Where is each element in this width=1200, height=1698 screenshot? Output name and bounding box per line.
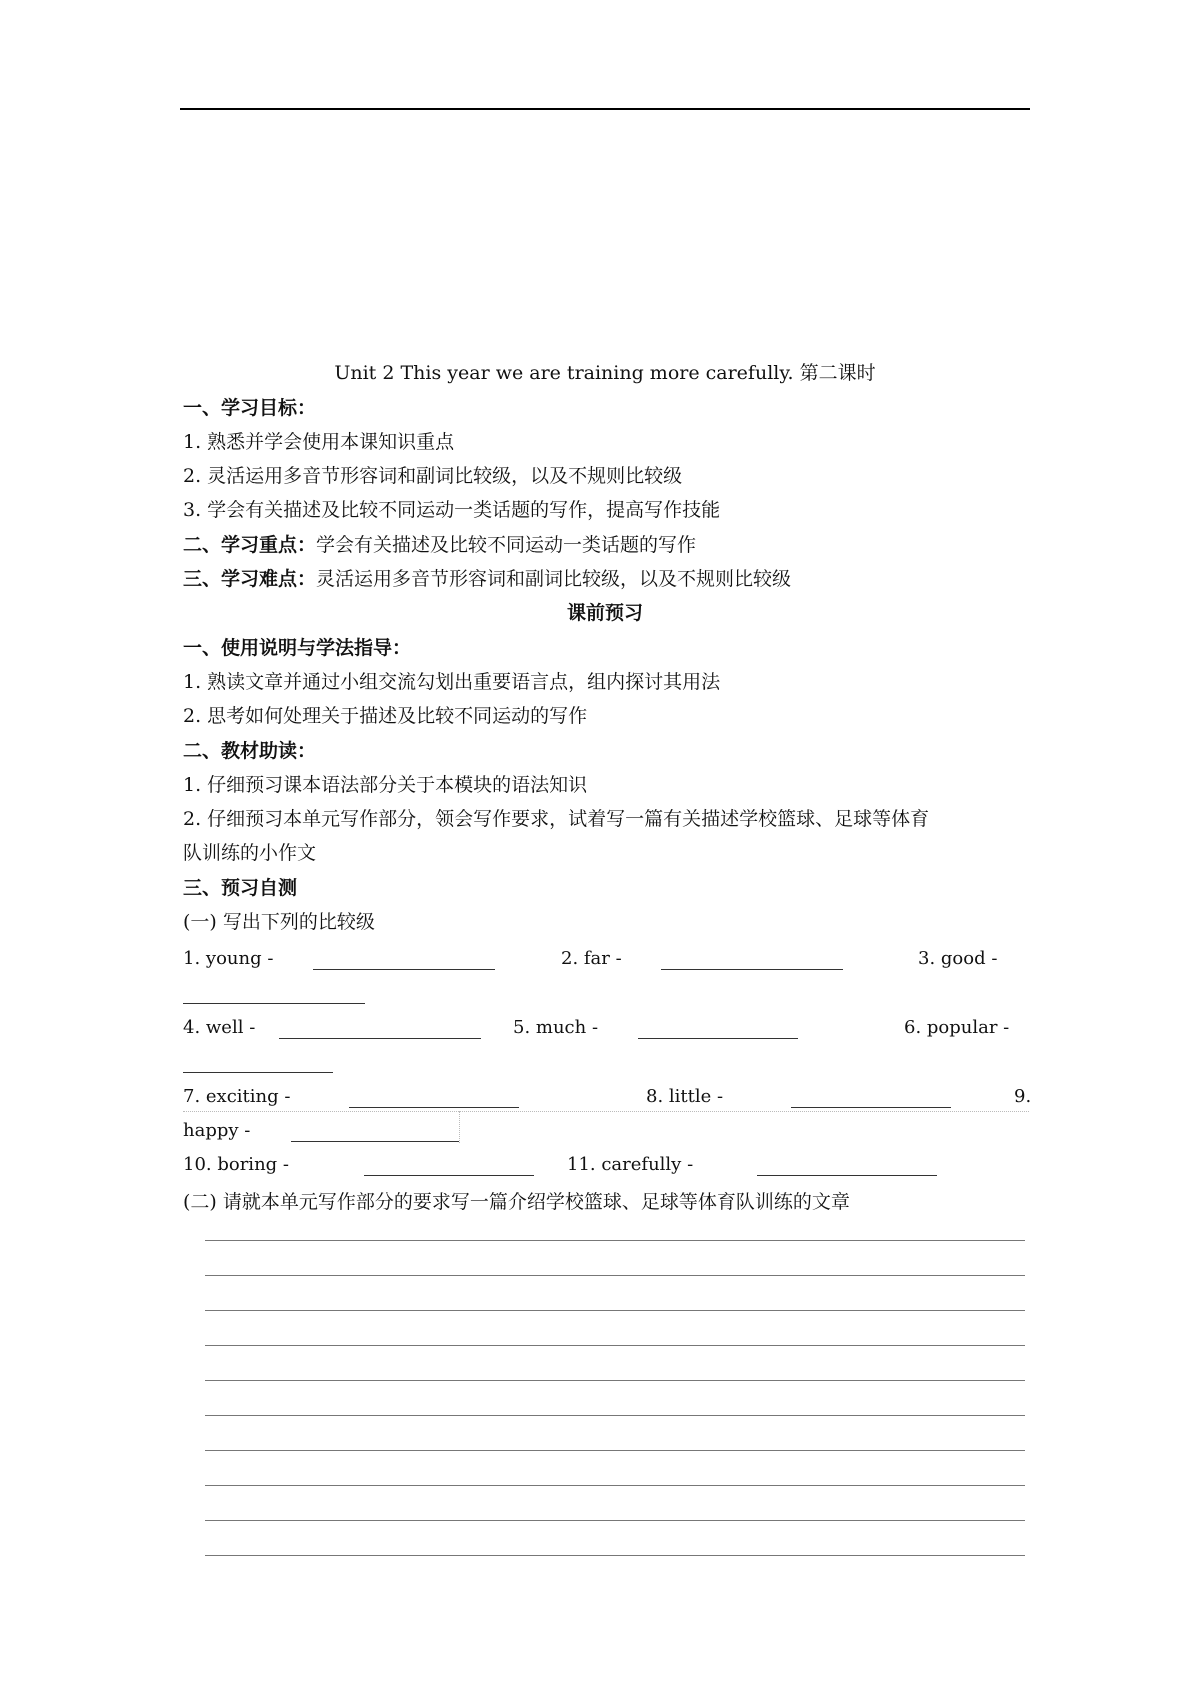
writing-line[interactable] (205, 1310, 1025, 1311)
answer-blank[interactable] (279, 1038, 481, 1039)
word-carefully: 11. carefully - (567, 1154, 694, 1175)
page-title: Unit 2 This year we are training more carefully. 第二课时 (334, 362, 876, 384)
answer-blank[interactable] (291, 1141, 459, 1142)
writing-line[interactable] (205, 1520, 1025, 1521)
answer-blank[interactable] (183, 1003, 365, 1004)
answer-blank[interactable] (349, 1107, 519, 1108)
textbook-item-2-line1: 2. 仔细预习本单元写作部分，领会写作要求，试着写一篇有关描述学校篮球、足球等体育 (183, 808, 930, 830)
preview-heading: 课前预习 (566, 602, 643, 624)
writing-line[interactable] (205, 1345, 1025, 1346)
layout-guide (183, 1111, 1029, 1112)
writing-line[interactable] (205, 1485, 1025, 1486)
writing-line[interactable] (205, 1555, 1025, 1556)
objective-item: 1. 熟悉并学会使用本课知识重点 (183, 431, 455, 453)
answer-blank[interactable] (661, 969, 843, 970)
word-well: 4. well - (183, 1017, 256, 1038)
objective-item: 2. 灵活运用多音节形容词和副词比较级，以及不规则比较级 (183, 465, 683, 487)
key-points-label: 二、学习重点： (183, 534, 317, 556)
word-young: 1. young - (183, 948, 274, 969)
textbook-heading: 二、教材助读： (183, 740, 317, 762)
answer-blank[interactable] (638, 1038, 798, 1039)
textbook-item-2-line2: 队训练的小作文 (183, 842, 317, 864)
difficulties (183, 567, 791, 591)
writing-line[interactable] (205, 1380, 1025, 1381)
word-far: 2. far - (561, 948, 622, 969)
key-points-text: 学会有关描述及比较不同运动一类话题的写作 (316, 534, 697, 556)
self-test-heading: 三、预习自测 (183, 877, 298, 899)
objectives-heading: 一、学习目标： (183, 397, 317, 419)
objective-item: 3. 学会有关描述及比较不同运动一类话题的写作，提高写作技能 (183, 499, 721, 521)
instruction-item: 1. 熟读文章并通过小组交流勾划出重要语言点，组内探讨其用法 (183, 671, 721, 693)
word-happy-number: 9. (1014, 1086, 1032, 1107)
word-much: 5. much - (513, 1017, 599, 1038)
header-rule (180, 108, 1030, 110)
word-exciting: 7. exciting - (183, 1086, 291, 1107)
word-happy: happy - (183, 1120, 251, 1141)
difficulties-text: 灵活运用多音节形容词和副词比较级，以及不规则比较级 (316, 568, 792, 590)
writing-line[interactable] (205, 1275, 1025, 1276)
word-popular: 6. popular - (904, 1017, 1010, 1038)
answer-blank[interactable] (364, 1175, 534, 1176)
writing-line[interactable] (205, 1415, 1025, 1416)
layout-guide (459, 1111, 460, 1143)
word-good: 3. good - (918, 948, 998, 969)
answer-blank[interactable] (313, 969, 495, 970)
answer-blank[interactable] (791, 1107, 951, 1108)
answer-blank[interactable] (183, 1072, 333, 1073)
textbook-item-1: 1. 仔细预习课本语法部分关于本模块的语法知识 (183, 774, 588, 796)
instruction-item: 2. 思考如何处理关于描述及比较不同运动的写作 (183, 705, 588, 727)
part1-instruction: (一) 写出下列的比较级 (183, 911, 375, 933)
writing-line[interactable] (205, 1240, 1025, 1241)
part2-instruction: (二) 请就本单元写作部分的要求写一篇介绍学校篮球、足球等体育队训练的文章 (183, 1191, 850, 1213)
answer-blank[interactable] (757, 1175, 937, 1176)
instructions-heading: 一、使用说明与学法指导： (183, 637, 412, 659)
word-boring: 10. boring - (183, 1154, 289, 1175)
difficulties-label: 三、学习难点： (183, 568, 317, 590)
key-points (183, 533, 696, 557)
writing-line[interactable] (205, 1450, 1025, 1451)
word-little: 8. little - (646, 1086, 724, 1107)
